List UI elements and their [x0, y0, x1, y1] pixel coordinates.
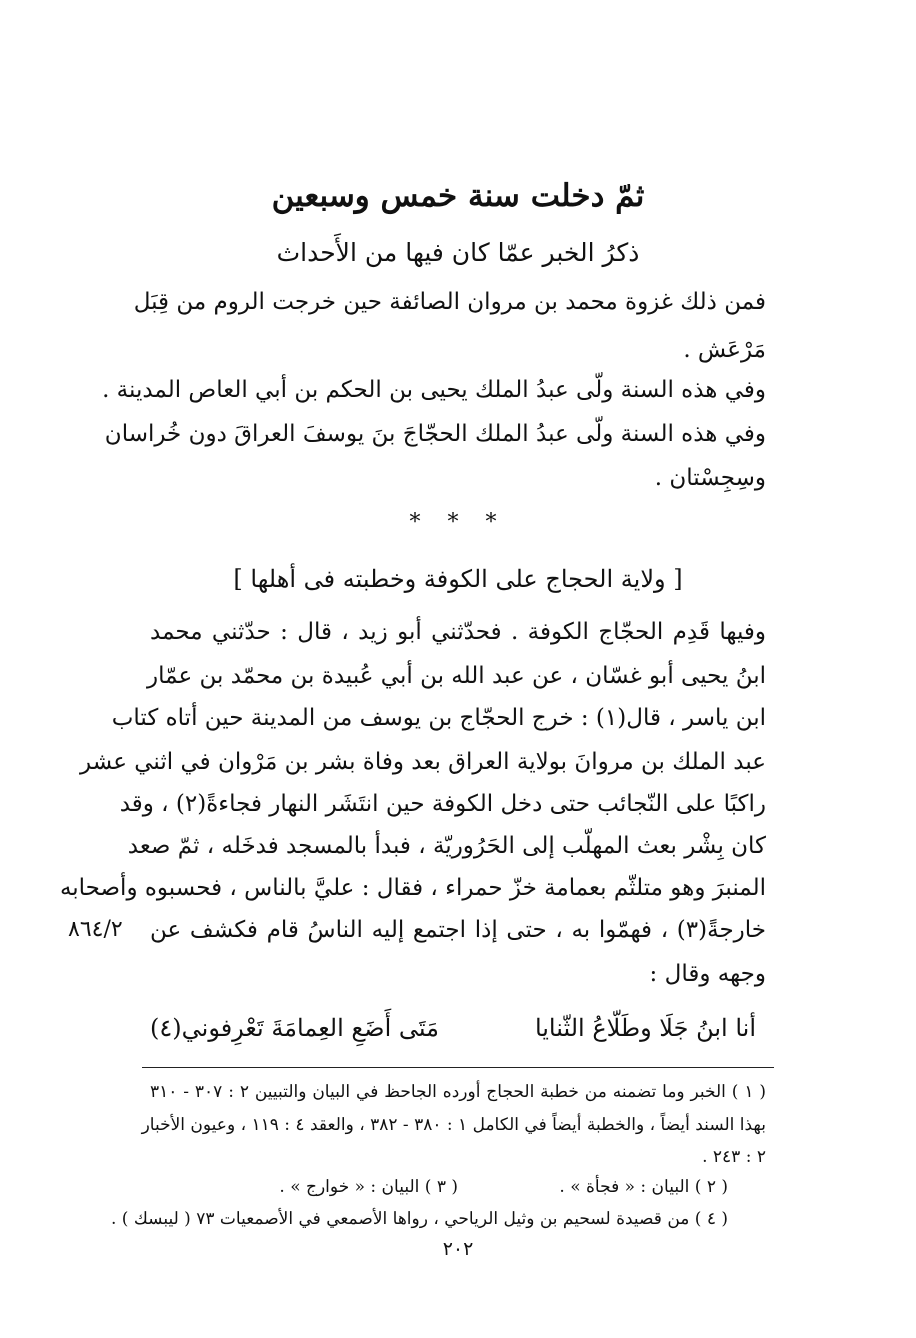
section-line: المنبرَ وهو متلثّم بعمامة خزّ حمراء ، فقال : عليَّ بالناس ، فحسبوه وأصحابه	[59, 875, 766, 901]
section-line: كان بِشْر بعث المهلّب إلى الحَرُوريّة ، فبدأ بالمسجد فدخَله ، ثمّ صعد	[127, 833, 766, 859]
footnote-4: ( ٤ ) من قصيدة لسحيم بن وثيل الرياحي ، رواها الأصمعي في الأصمعيات ٧٣ ( ليبسك ) .	[111, 1209, 728, 1229]
margin-page-reference: ٨٦٤/٢	[68, 917, 123, 942]
paragraph-line: مَرْعَش .	[683, 337, 766, 363]
section-line: عبد الملك بن مروانَ بولاية العراق بعد وفاة بشر بن مَرْوان في اثني عشر	[80, 749, 766, 775]
page-number: ٢٠٢	[442, 1238, 474, 1260]
section-line: خارجةً(٣) ، فهمّوا به ، حتى إذا اجتمع إليه الناسُ قام فكشف عن	[150, 917, 766, 943]
section-line: ابنُ يحيى أبو غسّان ، عن عبد الله بن أبي عُبيدة بن محمّد بن عمّار	[147, 663, 766, 689]
verse-second-hemistich: مَتَى أَضَعِ العِمامَةَ تَعْرِفوني(٤)	[150, 1014, 439, 1042]
paragraph-line: وفي هذه السنة ولّى عبدُ الملك يحيى بن الحكم بن أبي العاص المدينة .	[102, 377, 766, 403]
paragraph-line: فمن ذلك غزوة محمد بن مروان الصائفة حين خرجت الروم من قِبَل	[133, 289, 766, 315]
paragraph-line: وسِجِسْتان .	[654, 465, 766, 491]
section-line: وجهه وقال :	[649, 961, 766, 987]
paragraph-line: وفي هذه السنة ولّى عبدُ الملك الحجّاجَ بنَ يوسفَ العراقَ دون خُراسان	[104, 421, 766, 447]
footnote-1-line: ( ١ ) الخبر وما تضمنه من خطبة الحجاج أورده الجاحظ في البيان والتبيين ٢ : ٣٠٧ - ٣١٠	[150, 1082, 766, 1102]
section-line: وفيها قَدِم الحجّاج الكوفة . فحدّثني أبو زيد ، قال : حدّثني محمد	[150, 619, 766, 645]
footnote-divider	[142, 1067, 774, 1068]
footnote-1-line: ٢ : ٢٤٣ .	[702, 1147, 766, 1167]
footnote-1-line: بهذا السند أيضاً ، والخطبة أيضاً في الكامل ١ : ٣٨٠ - ٣٨٢ ، والعقد ٤ : ١١٩ ، وعيون الأخبار	[141, 1115, 766, 1135]
footnote-3: ( ٣ ) البيان : « خوارج » .	[279, 1177, 458, 1197]
section-heading: [ ولاية الحجاج على الكوفة وخطبته فى أهلها ]	[233, 565, 683, 593]
footnote-2: ( ٢ ) البيان : « فجأة » .	[559, 1177, 728, 1197]
chapter-subtitle: ذكرُ الخبر عمّا كان فيها من الأَحداث	[276, 238, 640, 267]
chapter-title: ثمّ دخلت سنة خمس وسبعين	[271, 178, 645, 214]
section-separator: * * *	[409, 510, 507, 535]
section-line: راكبًا على النّجائب حتى دخل الكوفة حين انتَشَر النهار فجاءةً(٢) ، وقد	[119, 791, 766, 817]
section-line: ابن ياسر ، قال(١) : خرج الحجّاج بن يوسف من المدينة حين أتاه كتاب	[111, 705, 766, 731]
verse-first-hemistich: أنا ابنُ جَلَا وطَلّاعُ الثّنايا	[534, 1014, 756, 1042]
